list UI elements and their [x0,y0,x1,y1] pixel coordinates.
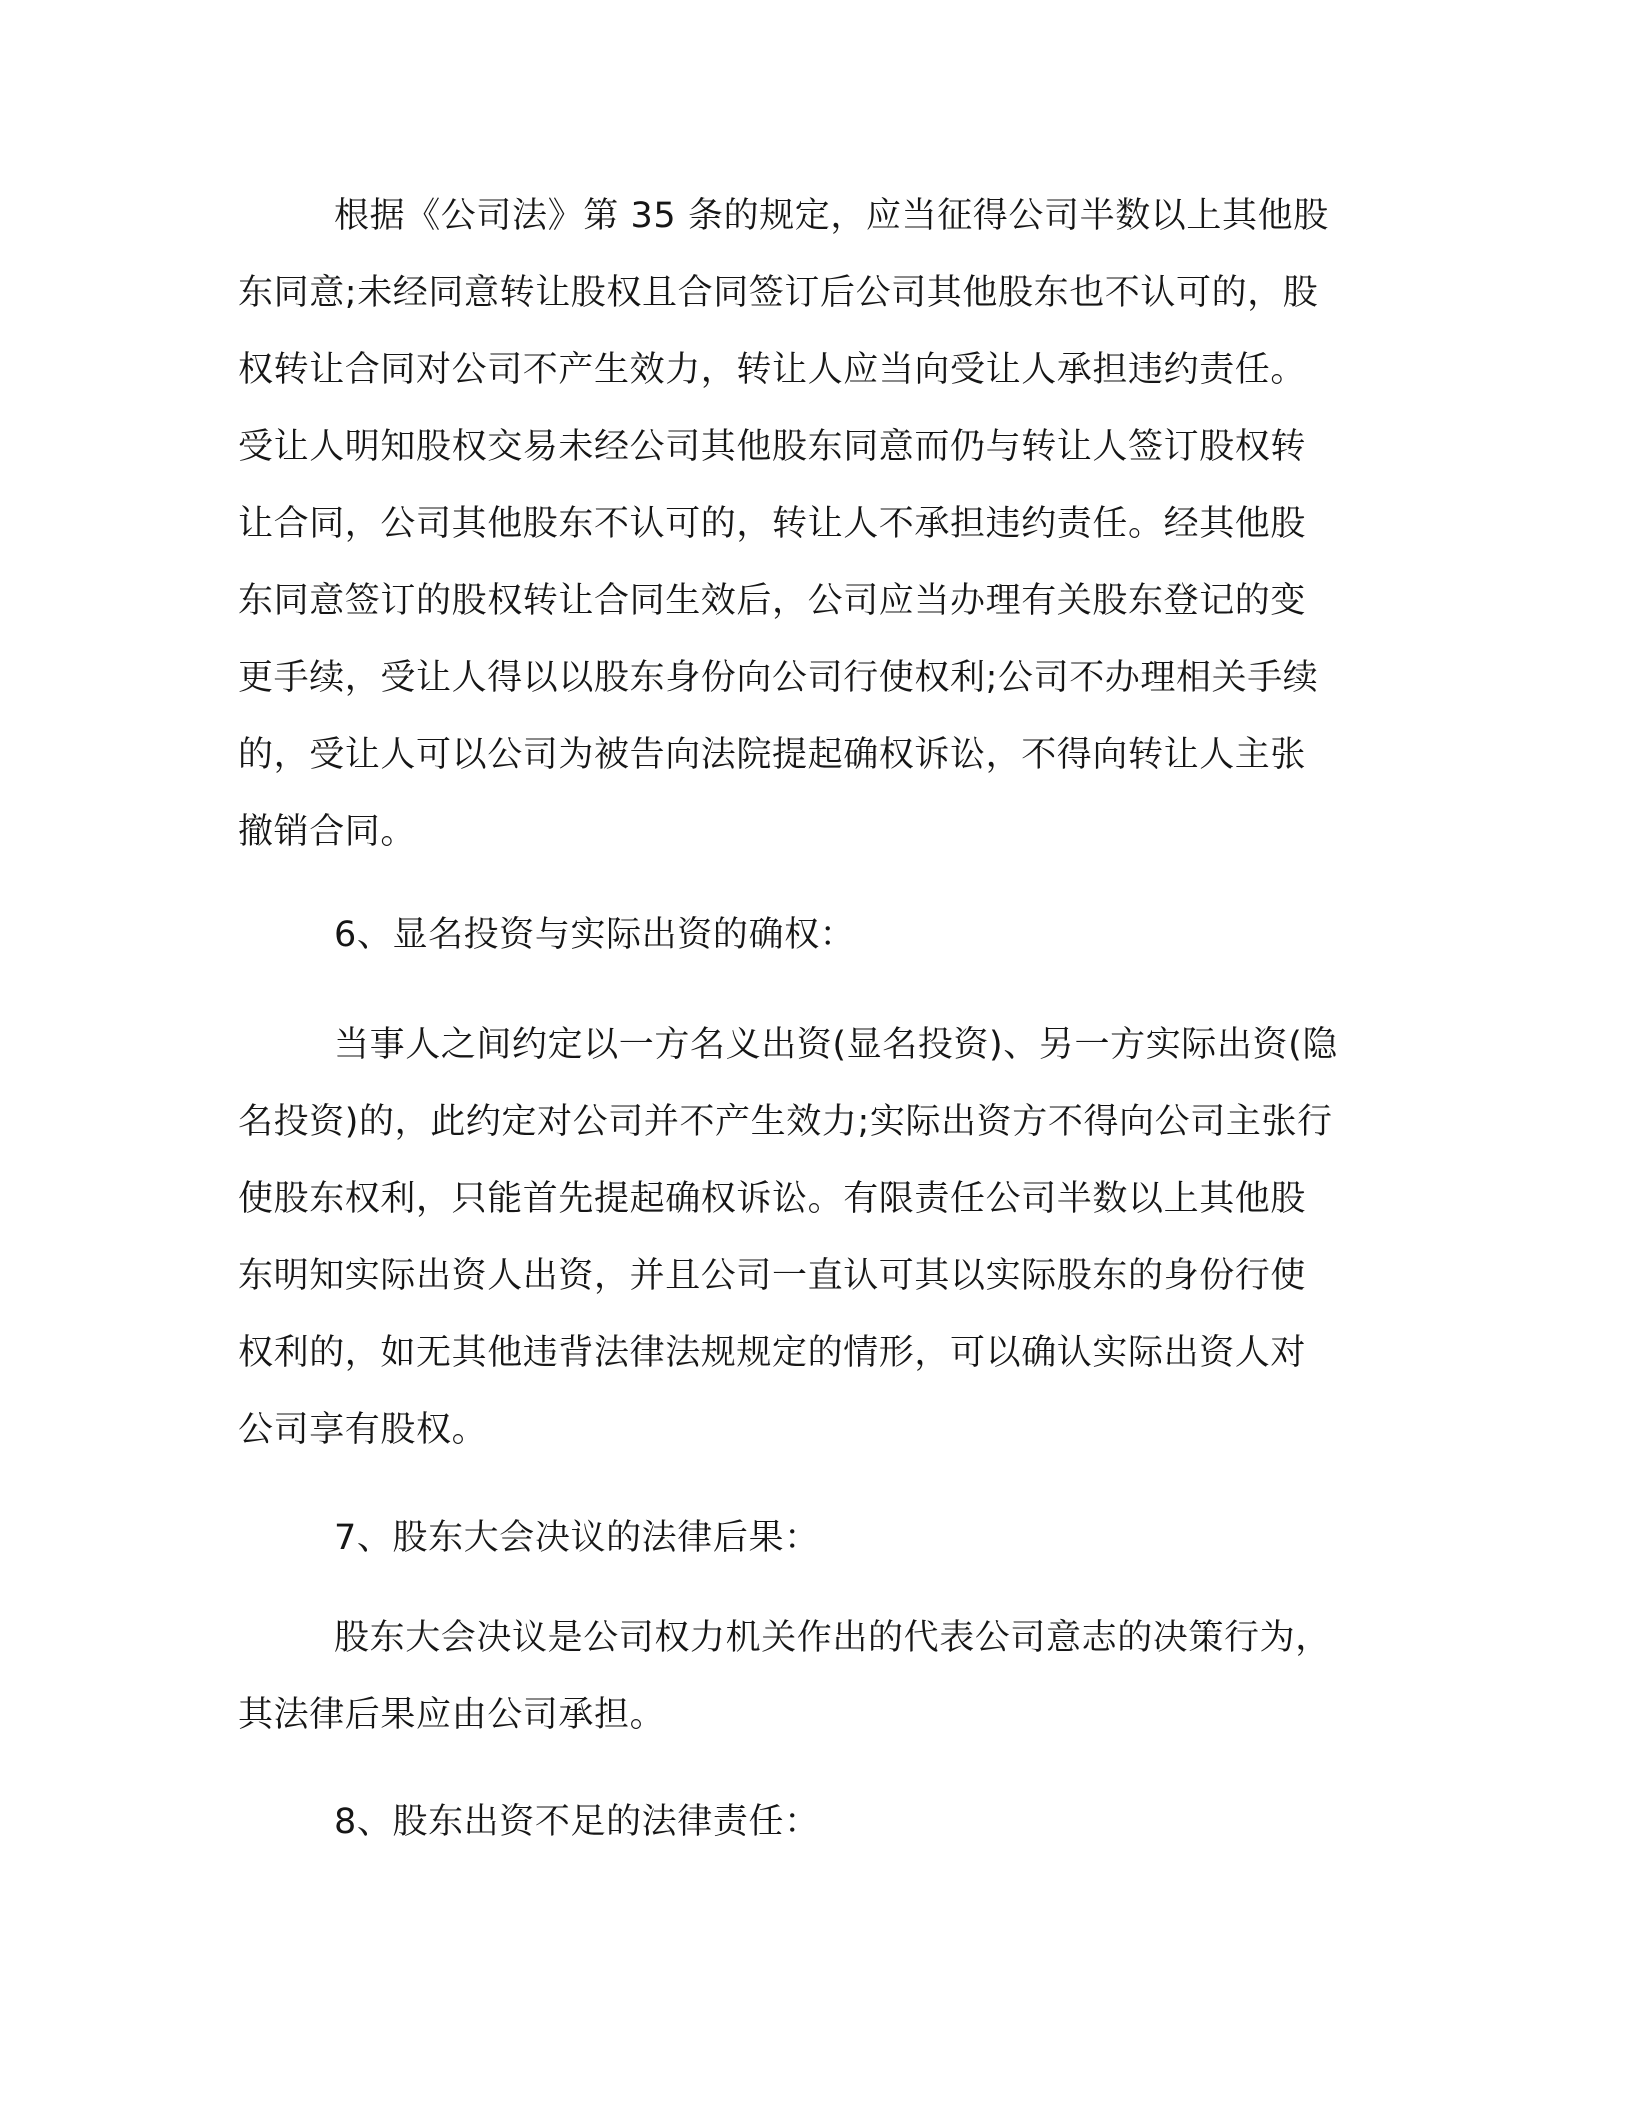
text-line: 根据《公司法》第 35 条的规定，应当征得公司半数以上其他股 [334,196,1329,236]
paragraph-shareholder-resolution [238,1600,1380,1754]
heading-6 [238,897,1380,974]
section-heading: 8、股东出资不足的法律责任： [334,1802,820,1842]
text-line: 让合同，公司其他股东不认可的，转让人不承担违约责任。经其他股 [238,504,1307,544]
text-line: 当事人之间约定以一方名义出资(显名投资)、另一方实际出资(隐 [334,1025,1338,1065]
text-line: 使股东权利，只能首先提起确权诉讼。有限责任公司半数以上其他股 [238,1179,1307,1219]
text-line: 受让人明知股权交易未经公司其他股东同意而仍与转让人签订股权转 [238,427,1307,467]
text-line: 更手续，受让人得以以股东身份向公司行使权利;公司不办理相关手续 [238,658,1319,698]
text-line: 公司享有股权。 [238,1410,488,1450]
text-line: 东同意签订的股权转让合同生效后，公司应当办理有关股东登记的变 [238,581,1307,621]
text-line: 东明知实际出资人出资，并且公司一直认可其以实际股东的身份行使 [238,1256,1307,1296]
section-heading: 7、股东大会决议的法律后果： [334,1518,820,1558]
text-line: 权利的，如无其他违背法律法规规定的情形，可以确认实际出资人对 [238,1333,1307,1373]
heading-7 [238,1500,1380,1577]
text-line: 其法律后果应由公司承担。 [238,1695,666,1735]
paragraph-nominal-investment [238,1007,1380,1469]
text-line: 权转让合同对公司不产生效力，转让人应当向受让人承担违约责任。 [238,350,1307,390]
text-line: 名投资)的，此约定对公司并不产生效力;实际出资方不得向公司主张行 [238,1102,1333,1142]
text-line: 股东大会决议是公司权力机关作出的代表公司意志的决策行为， [334,1618,1331,1658]
text-line: 东同意;未经同意转让股权且合同签订后公司其他股东也不认可的，股 [238,273,1319,313]
text-line: 的，受让人可以公司为被告向法院提起确权诉讼，不得向转让人主张 [238,735,1307,775]
text-line: 撤销合同。 [238,812,417,852]
section-heading: 6、显名投资与实际出资的确权： [334,915,856,955]
heading-8 [238,1784,1380,1861]
paragraph-share-transfer [238,178,1380,871]
